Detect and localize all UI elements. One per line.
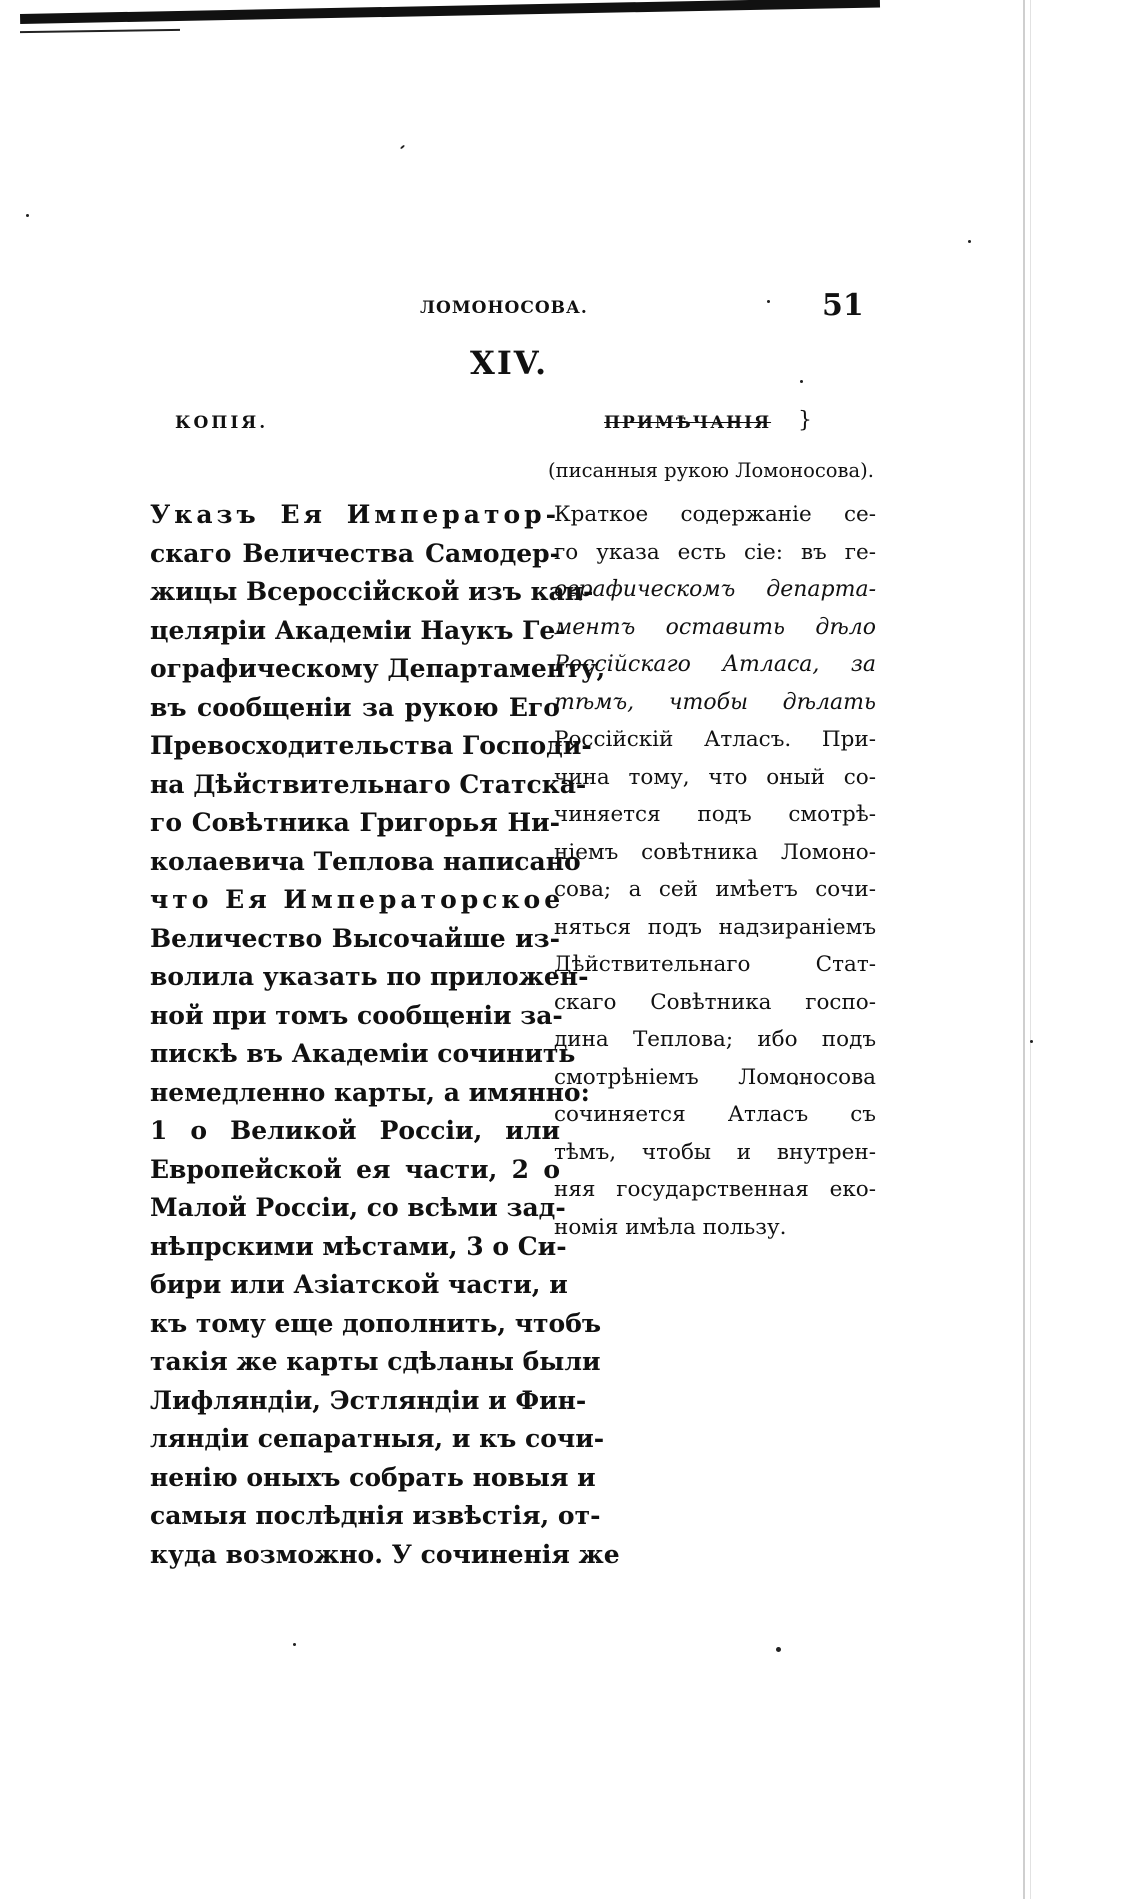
right-heading-bracket: }	[798, 408, 812, 433]
text-line: волила указать по приложен-	[150, 962, 589, 991]
right-column-subheading: (писанныя рукою Ломоносова).	[548, 459, 874, 482]
right-column-heading: ПРИМѢЧАНІЯ	[604, 413, 772, 433]
text-line: жицы Всероссійской изъ кан-	[150, 577, 594, 606]
note-line: скаго Совѣтника госпо-	[554, 989, 876, 1015]
text-line: го Совѣтника Григорья Ни-	[150, 808, 560, 837]
scan-speck	[767, 300, 770, 303]
scan-speck	[968, 240, 971, 243]
text-line: пискѣ въ Академіи сочинить	[150, 1039, 576, 1068]
text-line: ной при томъ сообщеніи за-	[150, 1000, 563, 1030]
text-line: Величество Высочайше из-	[150, 923, 560, 953]
note-line: сочиняется Атласъ съ	[554, 1102, 876, 1127]
note-line: тѣмъ, чтобы дѣлать	[554, 689, 876, 715]
scan-speck	[800, 380, 803, 383]
note-line: смотрѣніемъ Ломоносова	[554, 1064, 876, 1090]
text-line: нѣпрскими мѣстами, 3 о Си-	[150, 1231, 567, 1261]
text-line: ографическому Департаменту,	[150, 654, 606, 683]
scan-speck	[293, 1643, 296, 1646]
note-line: го указа есть сіе: въ ге-	[554, 539, 876, 565]
left-column-text	[150, 496, 620, 1574]
note-line: чиняется подъ смотрѣ-	[554, 802, 876, 827]
text-line: ляндіи сепаратныя, и къ сочи-	[150, 1424, 605, 1453]
scan-top-edge-shadow	[20, 0, 880, 24]
scan-top-edge-line	[20, 29, 180, 33]
note-line: Краткое содержаніе се-	[554, 502, 876, 527]
text-line: Указъ Ея Император-	[150, 500, 560, 529]
note-line: Россійскаго Атласа, за	[554, 652, 876, 677]
left-column-heading: КОПІЯ.	[175, 413, 269, 433]
text-line: на Дѣйствительнаго Статска-	[150, 769, 587, 799]
note-line: номія имѣла пользу.	[554, 1214, 787, 1240]
scan-speck	[26, 214, 29, 217]
text-line: такія же карты сдѣланы были	[150, 1347, 601, 1376]
text-line: колаевича Теплова написано	[150, 846, 581, 876]
text-line: скаго Величества Самодер-	[150, 538, 560, 568]
right-column-notes	[554, 496, 876, 1246]
note-line: чина тому, что оный со-	[554, 764, 876, 790]
text-line: Малой Россіи, со всѣми зад-	[150, 1193, 566, 1222]
text-line: куда возможно. У сочиненія же	[150, 1539, 620, 1569]
note-line: ографическомъ департа-	[554, 577, 876, 602]
note-line: ментъ оставить дѣло	[554, 614, 876, 640]
text-line: самыя послѣднія извѣстія, от-	[150, 1501, 601, 1530]
text-line: ненію оныхъ собрать новыя и	[150, 1462, 596, 1492]
running-title: ЛОМОНОСОВА.	[420, 298, 588, 318]
scan-right-edge-line	[1023, 0, 1025, 1899]
note-line: сова; а сей имѣетъ сочи-	[554, 877, 876, 902]
note-line: Россійскій Атласъ. При-	[554, 727, 876, 752]
text-line: целяріи Академіи Наукъ Ге-	[150, 615, 566, 645]
note-line: няя государственная еко-	[554, 1177, 876, 1202]
note-line: тѣмъ, чтобы и внутрен-	[554, 1139, 876, 1165]
text-line: къ тому еще дополнить, чтобъ	[150, 1308, 602, 1338]
text-line: Европейской ея части, 2 о	[150, 1154, 560, 1184]
text-line: 1 о Великой Россіи, или	[150, 1116, 560, 1145]
note-line: дина Теплова; ибо подъ	[554, 1027, 876, 1052]
text-line: въ сообщеніи за рукою Его	[150, 692, 560, 722]
text-line: Превосходительства Господи-	[150, 731, 592, 760]
page-number: 51	[822, 288, 864, 323]
section-number: XIV.	[470, 344, 549, 382]
text-line: что Ея Императорское	[150, 885, 565, 914]
note-line: Дѣйствительнаго Стат-	[554, 952, 876, 977]
scan-speck	[776, 1647, 781, 1652]
scan-speck	[1030, 1040, 1033, 1043]
note-line: няться подъ надзираніемъ	[554, 914, 876, 940]
scan-right-edge-line-faint	[1030, 0, 1031, 1899]
note-line: ніемъ совѣтника Ломоно-	[554, 839, 876, 865]
text-line: бири или Азіатской части, и	[150, 1270, 568, 1299]
text-line: Лифляндіи, Эстляндіи и Фин-	[150, 1385, 587, 1415]
text-line: немедленно карты, а имянно:	[150, 1077, 590, 1107]
scan-speck	[400, 145, 405, 150]
